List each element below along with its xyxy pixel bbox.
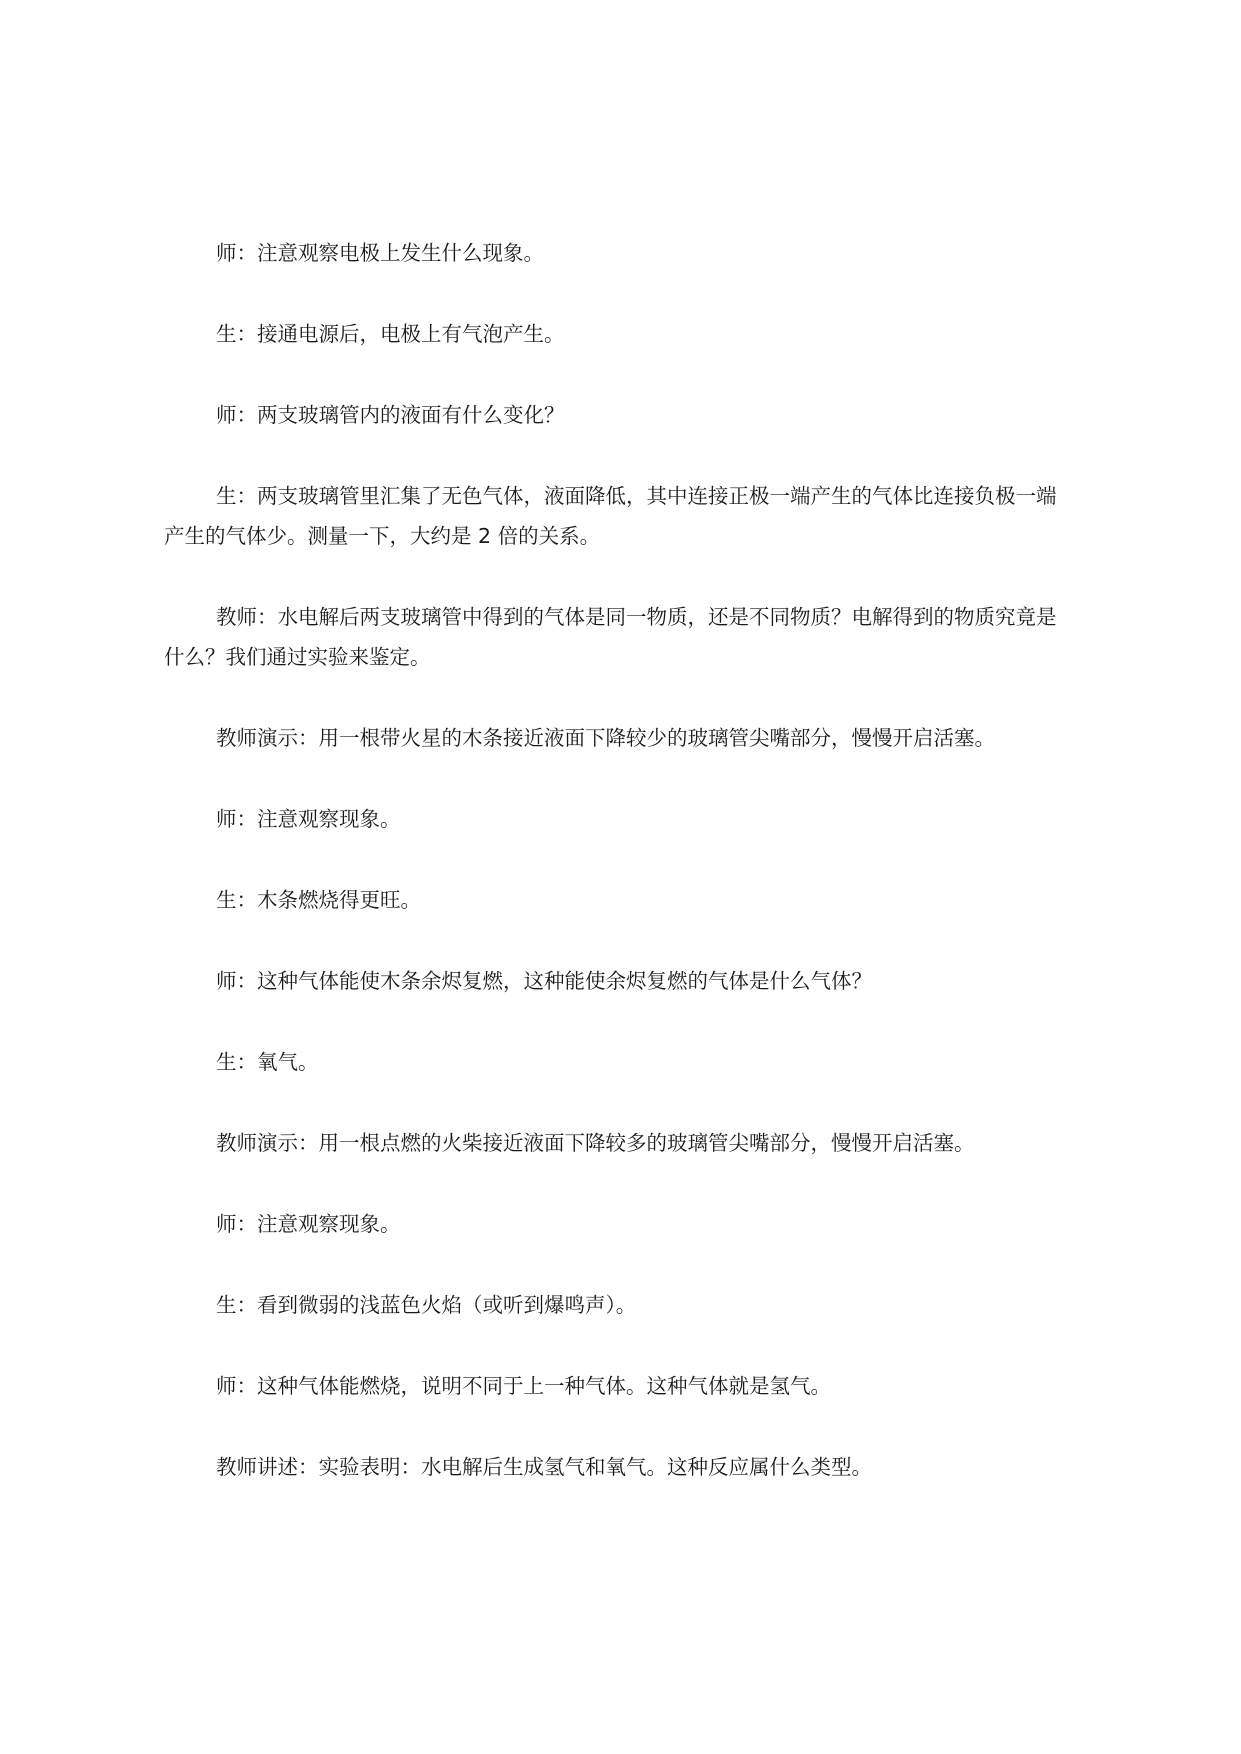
paragraph-3: 师：两支玻璃管内的液面有什么变化？ [216, 403, 565, 427]
paragraph-14: 师：这种气体能燃烧，说明不同于上一种气体。这种气体就是氢气。 [216, 1374, 831, 1398]
paragraph-4: 生：两支玻璃管里汇集了无色气体，液面降低，其中连接正极一端产生的气体比连接负极一端产生的气体少。测量一下，大约是 2 倍的关系。 [164, 484, 1057, 548]
paragraph-15: 教师讲述：实验表明：水电解后生成氢气和氧气。这种反应属什么类型。 [216, 1455, 872, 1479]
document-body [164, 233, 1076, 1528]
paragraph-13: 生：看到微弱的浅蓝色火焰（或听到爆鸣声）。 [216, 1293, 637, 1317]
paragraph-1: 师：注意观察电极上发生什么现象。 [216, 241, 544, 265]
paragraph-8: 生：木条燃烧得更旺。 [216, 888, 421, 912]
paragraph-11: 教师演示：用一根点燃的火柴接近液面下降较多的玻璃管尖嘴部分，慢慢开启活塞。 [216, 1131, 975, 1155]
paragraph-5: 教师：水电解后两支玻璃管中得到的气体是同一物质，还是不同物质？电解得到的物质究竟是什么？我们通过实验来鉴定。 [164, 605, 1057, 669]
paragraph-12: 师：注意观察现象。 [216, 1212, 401, 1236]
paragraph-10: 生：氧气。 [216, 1050, 319, 1074]
paragraph-9: 师：这种气体能使木条余烬复燃，这种能使余烬复燃的气体是什么气体？ [216, 969, 872, 993]
paragraph-2: 生：接通电源后，电极上有气泡产生。 [216, 322, 565, 346]
paragraph-6: 教师演示：用一根带火星的木条接近液面下降较少的玻璃管尖嘴部分，慢慢开启活塞。 [216, 726, 995, 750]
paragraph-7: 师：注意观察现象。 [216, 807, 401, 831]
